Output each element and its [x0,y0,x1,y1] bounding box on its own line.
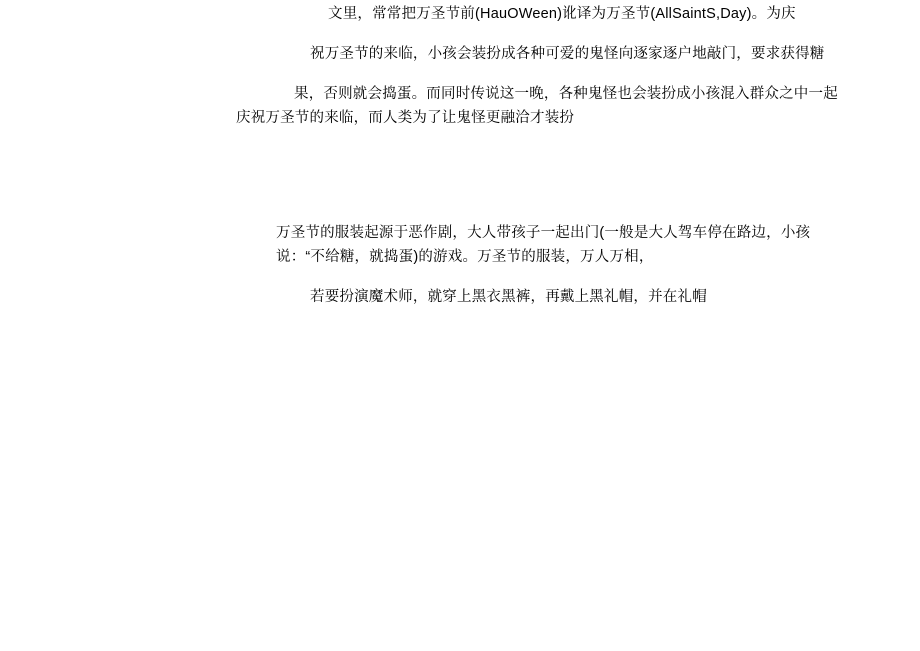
paragraph-5-line-1: 若要扮演魔术师，就穿上黑衣黑裤，再戴上黑礼帽，并在礼帽 [310,289,707,305]
paragraph-2-line-1: 祝万圣节的来临，小孩会装扮成各种可爱的鬼怪向逐家逐户地敲门，要求获得糖 [310,46,825,62]
paragraph-1-line-1: 文里，常常把万圣节前(HauOWeen)讹译为万圣节(AllSaintS,Day)。为庆 [328,6,796,22]
paragraph-2 [276,42,896,66]
paragraph-1 [276,2,896,26]
paragraph-4-line-2: 说：“不给糖，就捣蛋)的游戏。万圣节的服装，万人万相， [276,249,654,265]
paragraph-3-line-2: 庆祝万圣节的来临，而人类为了让鬼怪更融洽才装扮 [236,110,575,126]
paragraph-3 [236,82,900,130]
paragraph-3-line-1: 果，否则就会捣蛋。而同时传说这一晚，各种鬼怪也会装扮成小孩混入群众之中一起 [294,86,838,102]
paragraph-4 [276,221,816,269]
paragraph-5 [276,285,876,309]
paragraph-4-line-1: 万圣节的服装起源于恶作剧，大人带孩子一起出门(一般是大人驾车停在路边，小孩 [276,225,811,241]
